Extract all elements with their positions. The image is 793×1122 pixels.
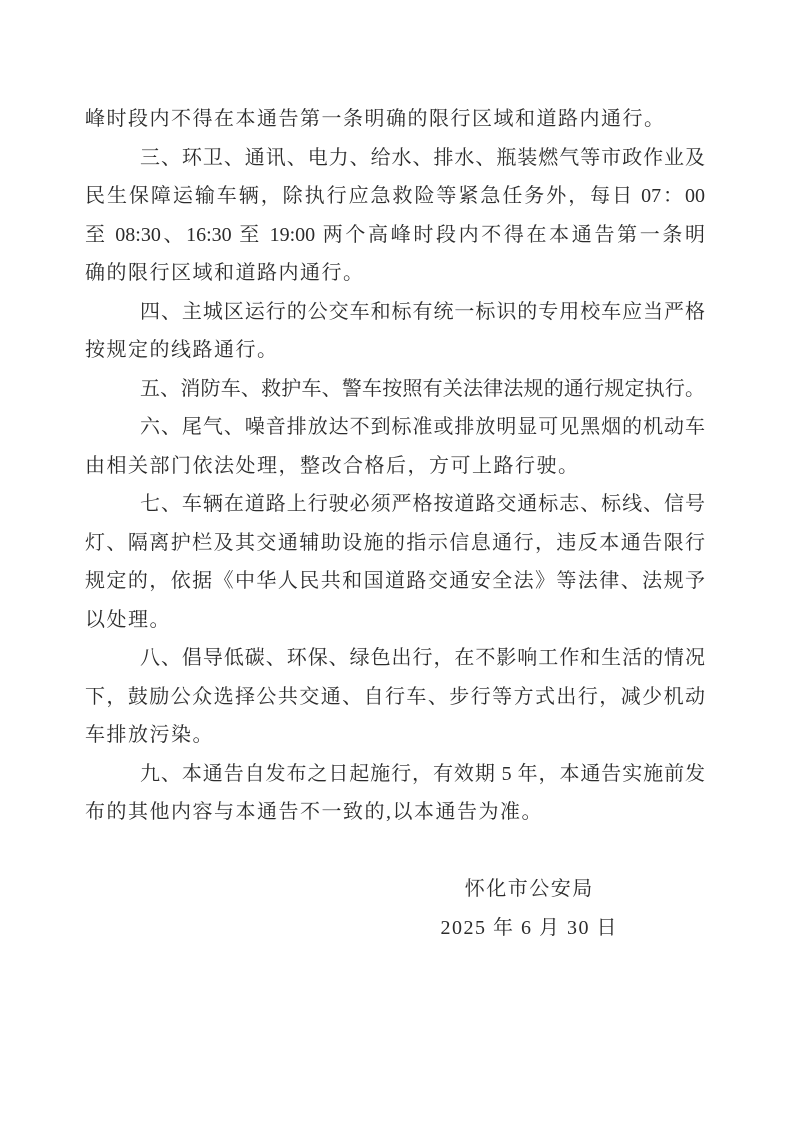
notice-line: 确的限行区域和道路内通行。 bbox=[85, 262, 365, 284]
issuing-agency: 怀化市公安局 bbox=[464, 878, 594, 900]
notice-line-clause-8: 八、倡导低碳、环保、绿色出行，在不影响工作和生活的情况 bbox=[140, 647, 705, 669]
notice-line-clause-6: 六、尾气、噪音排放达不到标准或排放明显可见黑烟的机动车 bbox=[140, 416, 705, 438]
notice-line: 至 08:30、16:30 至 19:00 两个高峰时段内不得在本通告第一条明 bbox=[85, 223, 705, 246]
notice-line-clause-3: 三、环卫、通讯、电力、给水、排水、瓶装燃气等市政作业及 bbox=[140, 146, 705, 169]
notice-line: 车排放污染。 bbox=[85, 724, 214, 746]
notice-line-clause-5: 五、消防车、救护车、警车按照有关法律法规的通行规定执行。 bbox=[140, 377, 705, 400]
notice-line-clause-4: 四、主城区运行的公交车和标有统一标识的专用校车应当严格 bbox=[140, 300, 705, 323]
notice-line: 按规定的线路通行。 bbox=[85, 339, 279, 361]
notice-line: 灯、隔离护栏及其交通辅助设施的指示信息通行，违反本通告限行 bbox=[85, 531, 705, 554]
notice-line: 以处理。 bbox=[85, 608, 171, 631]
notice-line: 峰时段内不得在本通告第一条明确的限行区域和道路内通行。 bbox=[85, 108, 666, 130]
blank-line bbox=[85, 832, 705, 871]
notice-line: 布的其他内容与本通告不一致的,以本通告为准。 bbox=[85, 801, 543, 823]
notice-line: 民生保障运输车辆，除执行应急救险等紧急任务外，每日 07：00 bbox=[85, 185, 705, 207]
notice-line-clause-9: 九、本通告自发布之日起施行，有效期 5 年，本通告实施前发 bbox=[140, 762, 705, 785]
issue-date: 2025 年 6 月 30 日 bbox=[440, 916, 618, 939]
notice-line: 由相关部门依法处理，整改合格后，方可上路行驶。 bbox=[85, 454, 580, 477]
notice-line: 规定的，依据《中华人民共和国道路交通安全法》等法律、法规予 bbox=[85, 570, 705, 592]
signature-block bbox=[441, 870, 619, 947]
notice-line: 下，鼓励公众选择公共交通、自行车、步行等方式出行，减少机动 bbox=[85, 685, 705, 708]
notice-line-clause-7: 七、车辆在道路上行驶必须严格按道路交通标志、标线、信号 bbox=[140, 493, 705, 515]
notice-body bbox=[85, 100, 705, 832]
